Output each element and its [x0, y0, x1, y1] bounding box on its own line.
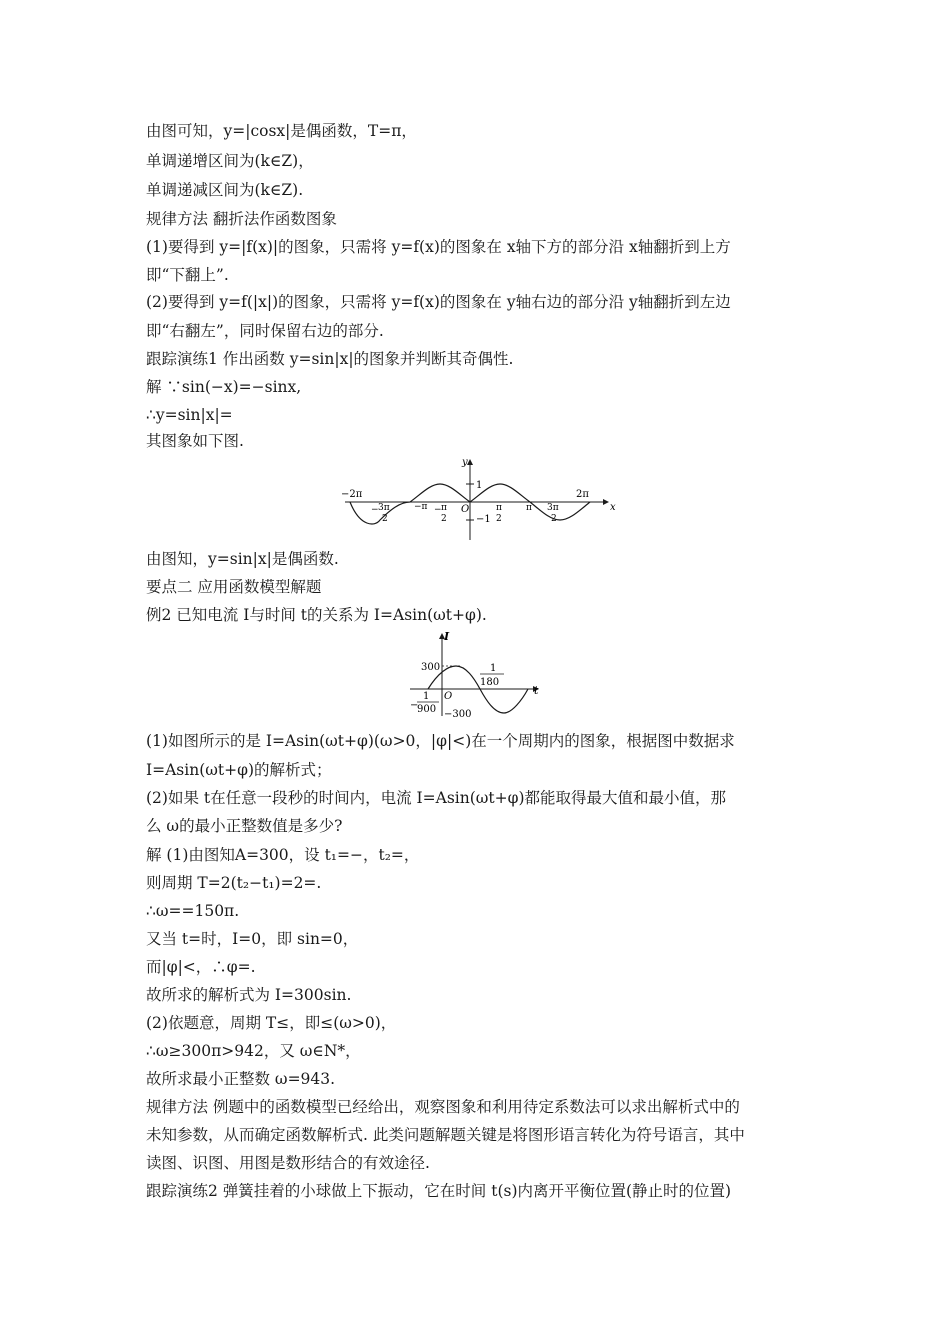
label-neg-three-pi-den: 2	[382, 514, 388, 524]
x-axis-label: x	[610, 502, 616, 513]
text-line: 解 (1)由图知A=300，设 t₁=−，t₂=，	[146, 846, 420, 864]
i-axis-label: I	[444, 630, 450, 643]
left-fraction-den: 900	[417, 704, 437, 715]
label-two-pi: 2π	[576, 489, 589, 500]
exercise-heading: 跟踪演练2 弹簧挂着的小球做上下振动，它在时间 t(s)内离开平衡位置(静止时的位置)	[146, 1182, 732, 1200]
right-fraction-num: 1	[490, 663, 497, 674]
text-line: ∴y=sin|x|=	[146, 406, 233, 424]
label-neg-half-pi-num: π	[441, 503, 447, 513]
sin-abs-x-graph	[340, 455, 620, 545]
left-fraction-sign: −	[410, 700, 419, 711]
origin-label: O	[444, 691, 453, 702]
tick-one: 1	[476, 480, 483, 491]
label-half-pi-num: π	[496, 503, 502, 513]
t-axis-label: t	[534, 684, 539, 697]
exercise-heading: 跟踪演练1 作出函数 y=sin|x|的图象并判断其奇偶性.	[146, 350, 514, 368]
text-line: 由图可知，y=|cosx|是偶函数，T=π，	[146, 122, 417, 140]
label-pi: π	[526, 503, 532, 513]
tick-neg-one: −1	[476, 514, 491, 525]
text-line: (2)依题意，周期 T≤，即≤(ω>0)，	[146, 1014, 397, 1032]
text-line: 么 ω的最小正整数值是多少?	[146, 817, 343, 835]
min-label: −300	[444, 709, 472, 720]
label-three-pi-num: 3π	[547, 503, 559, 513]
current-sine-graph	[408, 628, 548, 720]
method-heading: 规律方法 例题中的函数模型已经给出，观察图象和利用待定系数法可以求出解析式中的	[146, 1098, 740, 1116]
text-line: (1)要得到 y=|f(x)|的图象，只需将 y=f(x)的图象在 x轴下方的部分沿 x轴翻折到上方	[146, 238, 731, 256]
text-line: I=Asin(ωt+φ)的解析式；	[146, 761, 332, 779]
text-line: 其图象如下图.	[146, 432, 244, 450]
text-line: 则周期 T=2(t₂−t₁)=2=.	[146, 874, 322, 892]
text-line: ∴ω≥300π>942，又 ω∈N*，	[146, 1042, 361, 1060]
text-line: 而|φ|<，∴φ=.	[146, 958, 256, 976]
label-neg-half-pi-minus: −	[434, 505, 442, 515]
text-line: 读图、识图、用图是数形结合的有效途径.	[146, 1154, 430, 1172]
left-fraction-num: 1	[423, 691, 430, 702]
text-line: (1)如图所示的是 I=Asin(ωt+φ)(ω>0，|φ|<)在一个周期内的图象，根据图中数据求	[146, 732, 735, 750]
text-line: 即“下翻上”.	[146, 266, 229, 284]
text-line: 单调递增区间为(k∈Z)，	[146, 152, 314, 170]
label-neg-half-pi-den: 2	[441, 514, 447, 524]
section-heading: 规律方法 翻折法作函数图象	[146, 210, 337, 228]
text-line: ∴ω==150π.	[146, 902, 240, 920]
max-label: 300	[421, 662, 441, 673]
text-line: 由图知，y=sin|x|是偶函数.	[146, 550, 339, 568]
text-line: 单调递减区间为(k∈Z).	[146, 181, 304, 199]
label-neg-pi: −π	[414, 502, 428, 512]
text-line: 未知参数，从而确定函数解析式. 此类问题解题关键是将图形语言转化为符号语言，其中	[146, 1126, 745, 1144]
right-fraction-den: 180	[480, 677, 500, 688]
label-three-pi-den: 2	[551, 514, 557, 524]
example-heading: 例2 已知电流 I与时间 t的关系为 I=Asin(ωt+φ).	[146, 606, 487, 624]
label-neg-three-pi-minus: −	[371, 505, 379, 515]
text-line: 又当 t=时，I=0，即 sin=0，	[146, 930, 359, 948]
text-line: 即“右翻左”，同时保留右边的部分.	[146, 322, 384, 340]
y-axis-label: y	[462, 457, 468, 468]
section-heading: 要点二 应用函数模型解题	[146, 578, 322, 596]
label-neg-three-pi-num: 3π	[378, 503, 390, 513]
text-line: 故所求的解析式为 I=300sin.	[146, 986, 352, 1004]
label-neg-two-pi: −2π	[341, 489, 363, 500]
origin-label: O	[461, 504, 470, 515]
text-line: (2)如果 t在任意一段秒的时间内，电流 I=Asin(ωt+φ)都能取得最大值和最小值，那	[146, 789, 727, 807]
text-line: 解 ∵sin(−x)=−sinx,	[146, 378, 302, 396]
text-line: 故所求最小正整数 ω=943.	[146, 1070, 336, 1088]
text-line: (2)要得到 y=f(|x|)的图象，只需将 y=f(x)的图象在 y轴右边的部分沿 y轴翻折到左边	[146, 293, 731, 311]
label-half-pi-den: 2	[496, 514, 502, 524]
